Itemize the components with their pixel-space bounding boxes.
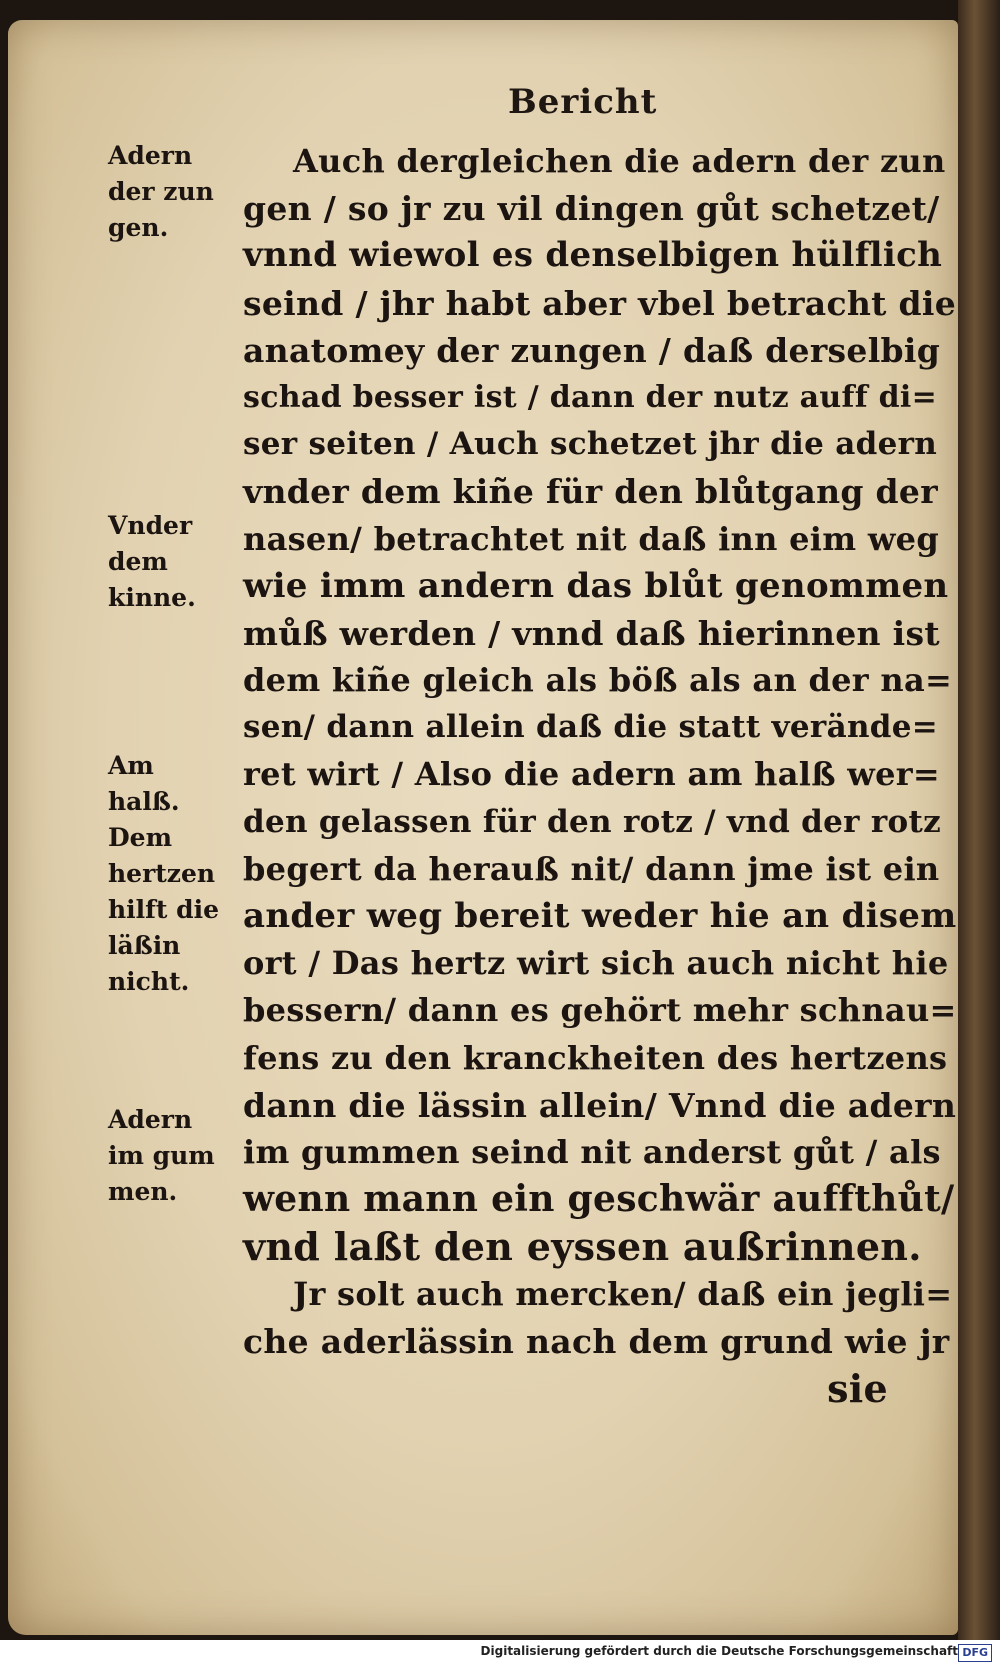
margin-note-line: kinne.: [108, 583, 196, 612]
margin-note-line: im gum: [108, 1141, 215, 1170]
body-line: můß werden / vnnd daß hierinnen ist: [243, 613, 940, 653]
book-page: [8, 20, 958, 1635]
book-edge: [958, 0, 1000, 1640]
body-line: dann die lässin allein/ Vnnd die adern: [243, 1085, 957, 1125]
margin-note-line: dem: [108, 547, 168, 576]
body-line: ander weg bereit weder hie an disem: [243, 896, 957, 936]
margin-note-line: Adern: [108, 1105, 193, 1134]
body-line: bessern/ dann es gehört mehr schnau=: [243, 991, 957, 1030]
body-line: ret wirt / Also die adern am halß wer=: [243, 755, 941, 794]
body-line: Auch dergleichen die adern der zun: [293, 142, 946, 180]
body-line: vnnd wiewol es denselbigen hülflich: [243, 235, 943, 276]
margin-note-line: Adern: [108, 141, 193, 170]
body-line: den gelassen für den rotz / vnd der rotz: [243, 803, 941, 840]
body-line: wie imm andern das blůt genommen: [243, 565, 949, 606]
margin-note-line: läßin: [108, 931, 181, 960]
body-line: im gummen seind nit anderst gůt / als: [243, 1132, 941, 1171]
body-line: che aderlässin nach dem grund wie jr: [243, 1321, 950, 1361]
margin-note-line: gen.: [108, 213, 169, 242]
body-line: nasen/ betrachtet nit daß inn eim weg: [243, 519, 940, 558]
dfg-logo-icon: DFG: [958, 1644, 992, 1662]
body-line: schad besser ist / dann der nutz auff di=: [243, 379, 938, 415]
margin-note-line: men.: [108, 1177, 178, 1206]
body-line: vnder dem kiñe für den blůtgang der: [243, 472, 938, 512]
body-line: begert da herauß nit/ dann jme ist ein: [243, 849, 940, 888]
margin-note-am-halss: [108, 748, 243, 1000]
body-line: seind / jhr habt aber vbel betracht die: [243, 283, 956, 323]
body-line: Jr solt auch mercken/ daß ein jegli=: [293, 1274, 953, 1313]
body-line: fens zu den kranckheiten des hertzens: [243, 1038, 948, 1077]
margin-note-line: Am: [108, 751, 154, 780]
margin-note-adern-im-gummen: [108, 1102, 243, 1210]
margin-note-line: der zun: [108, 177, 214, 206]
digitization-footer: [0, 1640, 1000, 1665]
running-head: Bericht: [508, 82, 658, 122]
margin-note-adern-der-zungen: [108, 138, 243, 246]
body-line: gen / so jr zu vil dingen gůt schetzet/: [243, 189, 940, 229]
body-line: anatomey der zungen / daß derselbig: [243, 330, 941, 370]
body-line: vnd laßt den eyssen außrinnen.: [243, 1224, 922, 1270]
margin-note-line: nicht.: [108, 967, 190, 996]
body-line: ort / Das hertz wirt sich auch nicht hie: [243, 944, 949, 983]
funding-credit: Digitalisierung gefördert durch die Deutsche Forschungsgemeinschaft: [480, 1644, 958, 1658]
body-line: wenn mann ein geschwär auffthůt/: [243, 1178, 955, 1221]
margin-note-line: Vnder: [108, 511, 193, 540]
margin-note-line: Dem: [108, 823, 173, 852]
margin-note-line: hertzen: [108, 859, 216, 888]
margin-note-line: halß.: [108, 787, 180, 816]
body-line: dem kiñe gleich als böß als an der na=: [243, 661, 953, 700]
body-text: [243, 138, 958, 1412]
margin-note-vnder-dem-kinne: [108, 508, 243, 616]
body-line: sen/ dann allein daß die statt verände=: [243, 709, 939, 746]
margin-note-line: hilft die: [108, 895, 220, 924]
body-line: ser seiten / Auch schetzet jhr die adern: [243, 426, 938, 463]
catchword: sie: [827, 1365, 888, 1411]
